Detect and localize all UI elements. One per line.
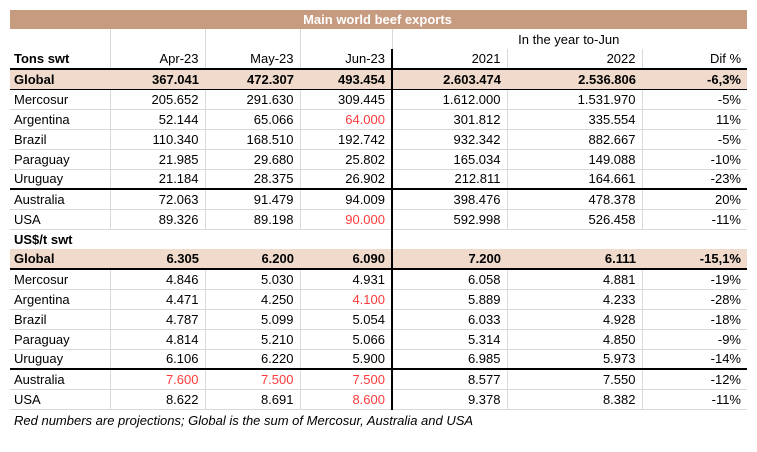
row-label: Global — [10, 69, 110, 89]
table-row — [10, 149, 747, 169]
col-header: 2022 — [507, 49, 642, 69]
row-label: Uruguay — [10, 349, 110, 369]
value-cell: 5.900 — [300, 349, 392, 369]
row-label: USA — [10, 209, 110, 229]
spacer-cell — [642, 229, 747, 249]
col-header: Dif % — [642, 49, 747, 69]
value-cell: 89.198 — [205, 209, 300, 229]
spacer-cell — [10, 29, 110, 49]
spacer-cell — [392, 229, 507, 249]
value-cell: -11% — [642, 389, 747, 409]
table-row — [10, 109, 747, 129]
value-cell: 7.600 — [110, 369, 205, 389]
value-cell: 309.445 — [300, 89, 392, 109]
value-cell: 26.902 — [300, 169, 392, 189]
value-cell: 301.812 — [392, 109, 507, 129]
value-cell: 21.985 — [110, 149, 205, 169]
value-cell: 8.577 — [392, 369, 507, 389]
value-cell: 367.041 — [110, 69, 205, 89]
value-cell: -9% — [642, 329, 747, 349]
value-cell: 6.200 — [205, 249, 300, 269]
value-cell: 592.998 — [392, 209, 507, 229]
value-cell: 5.054 — [300, 309, 392, 329]
table-row — [10, 309, 747, 329]
row-label: USA — [10, 389, 110, 409]
table-row — [10, 189, 747, 209]
value-cell: 110.340 — [110, 129, 205, 149]
value-cell: 1.531.970 — [507, 89, 642, 109]
value-cell: 4.928 — [507, 309, 642, 329]
spacer-cell — [300, 229, 392, 249]
value-cell: 4.471 — [110, 289, 205, 309]
footnote-row — [10, 409, 747, 429]
table-row — [10, 209, 747, 229]
row-label: Brazil — [10, 129, 110, 149]
value-cell: 8.691 — [205, 389, 300, 409]
value-cell: -10% — [642, 149, 747, 169]
spacer-cell — [205, 29, 300, 49]
value-cell: 6.111 — [507, 249, 642, 269]
table-title: Main world beef exports — [10, 10, 747, 29]
table-header-row — [10, 49, 747, 69]
value-cell: 4.846 — [110, 269, 205, 289]
value-cell: -5% — [642, 89, 747, 109]
value-cell: 6.033 — [392, 309, 507, 329]
value-cell: 4.100 — [300, 289, 392, 309]
value-cell: 8.382 — [507, 389, 642, 409]
value-cell: 2.536.806 — [507, 69, 642, 89]
value-cell: 192.742 — [300, 129, 392, 149]
value-cell: 20% — [642, 189, 747, 209]
value-cell: 6.058 — [392, 269, 507, 289]
row-label: Paraguay — [10, 149, 110, 169]
table-row — [10, 129, 747, 149]
value-cell: 7.500 — [300, 369, 392, 389]
value-cell: 5.210 — [205, 329, 300, 349]
value-cell: -12% — [642, 369, 747, 389]
value-cell: 5.066 — [300, 329, 392, 349]
value-cell: 478.378 — [507, 189, 642, 209]
value-cell: 65.066 — [205, 109, 300, 129]
value-cell: 11% — [642, 109, 747, 129]
value-cell: -5% — [642, 129, 747, 149]
table-row — [10, 389, 747, 409]
spacer-cell — [205, 229, 300, 249]
value-cell: 5.889 — [392, 289, 507, 309]
value-cell: 6.090 — [300, 249, 392, 269]
value-cell: 149.088 — [507, 149, 642, 169]
value-cell: 9.378 — [392, 389, 507, 409]
value-cell: 25.802 — [300, 149, 392, 169]
value-cell: -11% — [642, 209, 747, 229]
value-cell: -19% — [642, 269, 747, 289]
value-cell: 2.603.474 — [392, 69, 507, 89]
value-cell: 4.814 — [110, 329, 205, 349]
table-row — [10, 369, 747, 389]
value-cell: 89.326 — [110, 209, 205, 229]
row-label: Mercosur — [10, 89, 110, 109]
global-row-prices — [10, 249, 747, 269]
value-cell: 4.850 — [507, 329, 642, 349]
value-cell: 205.652 — [110, 89, 205, 109]
value-cell: 165.034 — [392, 149, 507, 169]
value-cell: 90.000 — [300, 209, 392, 229]
value-cell: 28.375 — [205, 169, 300, 189]
value-cell: 64.000 — [300, 109, 392, 129]
value-cell: 21.184 — [110, 169, 205, 189]
row-label: Australia — [10, 369, 110, 389]
value-cell: 335.554 — [507, 109, 642, 129]
row-label: Australia — [10, 189, 110, 209]
row-label: Paraguay — [10, 329, 110, 349]
value-cell: 7.200 — [392, 249, 507, 269]
value-cell: 291.630 — [205, 89, 300, 109]
value-cell: -28% — [642, 289, 747, 309]
value-cell: 1.612.000 — [392, 89, 507, 109]
col-header: Apr-23 — [110, 49, 205, 69]
col-header-unit: Tons swt — [10, 49, 110, 69]
value-cell: 212.811 — [392, 169, 507, 189]
year-span-header: In the year to-Jun — [518, 31, 620, 47]
spacer-cell — [300, 29, 392, 49]
table-row — [10, 269, 747, 289]
value-cell: 91.479 — [205, 189, 300, 209]
value-cell: -6,3% — [642, 69, 747, 89]
value-cell: 6.220 — [205, 349, 300, 369]
value-cell: 4.881 — [507, 269, 642, 289]
value-cell: 6.305 — [110, 249, 205, 269]
row-label: Argentina — [10, 109, 110, 129]
value-cell: 8.600 — [300, 389, 392, 409]
value-cell: 4.250 — [205, 289, 300, 309]
table-row — [10, 29, 747, 49]
value-cell: 932.342 — [392, 129, 507, 149]
global-row-tons — [10, 69, 747, 89]
value-cell: 472.307 — [205, 69, 300, 89]
value-cell: 5.973 — [507, 349, 642, 369]
value-cell: 5.314 — [392, 329, 507, 349]
value-cell: 5.030 — [205, 269, 300, 289]
value-cell: 493.454 — [300, 69, 392, 89]
row-label: Brazil — [10, 309, 110, 329]
value-cell: 4.787 — [110, 309, 205, 329]
value-cell: 52.144 — [110, 109, 205, 129]
value-cell: -15,1% — [642, 249, 747, 269]
value-cell: 164.661 — [507, 169, 642, 189]
value-cell: 4.931 — [300, 269, 392, 289]
value-cell: 5.099 — [205, 309, 300, 329]
value-cell: 6.106 — [110, 349, 205, 369]
col-header: 2021 — [392, 49, 507, 69]
row-label: Global — [10, 249, 110, 269]
table-row — [10, 289, 747, 309]
table-row — [10, 89, 747, 109]
table-row — [10, 349, 747, 369]
table-row — [10, 10, 747, 29]
col-header: Jun-23 — [300, 49, 392, 69]
table-row — [10, 329, 747, 349]
spacer-cell — [110, 229, 205, 249]
section-label: US$/t swt — [14, 231, 73, 247]
value-cell: -23% — [642, 169, 747, 189]
value-cell: 4.233 — [507, 289, 642, 309]
spacer-cell — [110, 29, 205, 49]
beef-exports-table — [10, 10, 747, 429]
value-cell: 8.622 — [110, 389, 205, 409]
value-cell: 94.009 — [300, 189, 392, 209]
section-label-row — [10, 229, 747, 249]
value-cell: 72.063 — [110, 189, 205, 209]
value-cell: 168.510 — [205, 129, 300, 149]
footnote: Red numbers are projections; Global is the sum of Mercosur, Australia and USA — [14, 413, 474, 429]
value-cell: -14% — [642, 349, 747, 369]
value-cell: 29.680 — [205, 149, 300, 169]
value-cell: 6.985 — [392, 349, 507, 369]
spacer-cell — [507, 229, 642, 249]
value-cell: 882.667 — [507, 129, 642, 149]
row-label: Uruguay — [10, 169, 110, 189]
table-row — [10, 169, 747, 189]
value-cell: -18% — [642, 309, 747, 329]
row-label: Argentina — [10, 289, 110, 309]
col-header: May-23 — [205, 49, 300, 69]
value-cell: 7.500 — [205, 369, 300, 389]
value-cell: 398.476 — [392, 189, 507, 209]
row-label: Mercosur — [10, 269, 110, 289]
value-cell: 526.458 — [507, 209, 642, 229]
value-cell: 7.550 — [507, 369, 642, 389]
